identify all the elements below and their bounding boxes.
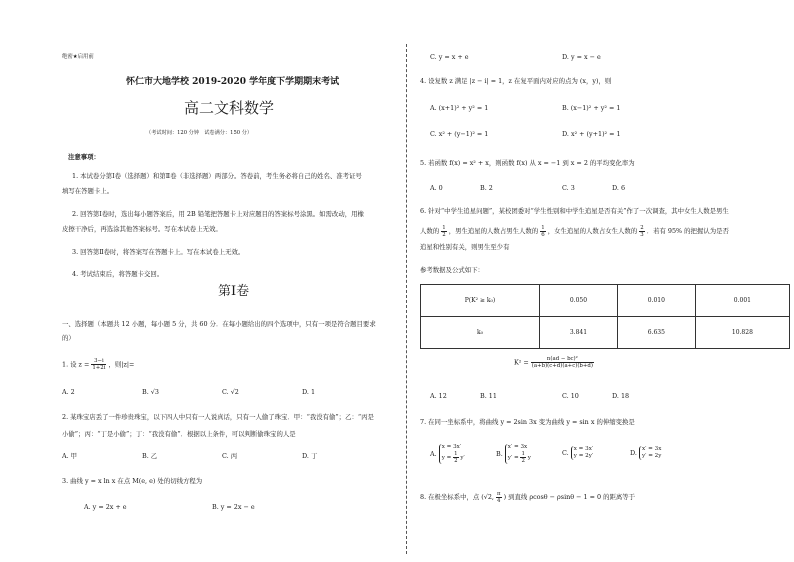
question-4-option: C. x² + (y−1)² = 1	[430, 130, 489, 138]
table-cell: 0.050	[540, 285, 618, 317]
question-6-text: 人数的	[420, 227, 440, 235]
question-6-stem: 追星和性别有关，则男生至少有	[420, 243, 510, 251]
half-fraction	[520, 451, 525, 464]
question-8-text: ) 到直线 ρcosθ − ρsinθ − 1 = 0 的距离等于	[503, 493, 636, 501]
section-intro: 的）	[62, 334, 75, 342]
fraction-denominator: 3	[640, 231, 644, 238]
question-7-option-a	[430, 444, 465, 464]
fraction-denominator: 6	[541, 231, 545, 238]
question-1-option: D. 1	[302, 388, 316, 396]
table-row	[421, 317, 790, 349]
question-6-option: A. 12	[430, 392, 447, 400]
option-label: A.	[430, 450, 437, 458]
fraction-denominator: 2	[454, 458, 458, 464]
note-line: 填写在答题卡上。	[62, 187, 114, 195]
question-6-option: B. 11	[480, 392, 497, 400]
question-2-option: A. 甲	[62, 452, 78, 460]
exam-info: （考试时间：120 分钟 试卷满分：150 分）	[146, 130, 253, 136]
fraction-denominator: 2	[521, 458, 525, 464]
half-fraction	[453, 451, 458, 464]
fraction-numerator: π	[497, 490, 501, 497]
fraction-numerator: 1	[541, 224, 545, 231]
question-4-stem: 4. 设复数 z 满足 |z − i| = 1，z 在复平面内对应的点为 (x，y)，则	[420, 77, 612, 85]
question-1-option: C. √2	[222, 388, 239, 396]
question-8-stem	[420, 490, 635, 504]
formula-fraction	[531, 356, 594, 369]
fraction-numerator: 1	[442, 224, 446, 231]
table-cell: 3.841	[540, 317, 618, 349]
fraction-denominator: 2	[442, 231, 446, 238]
table-row	[421, 285, 790, 317]
question-4-option: D. x² + (y+1)² = 1	[562, 130, 621, 138]
question-8-fraction	[496, 491, 502, 504]
question-2-option: B. 乙	[142, 452, 158, 460]
question-5-stem: 5. 若函数 f(x) = x² + x，则函数 f(x) 从 x = −1 到 x = 2 的平均变化率为	[420, 159, 635, 167]
table-cell: 6.635	[617, 317, 695, 349]
fraction-denominator: 4	[497, 497, 501, 504]
question-1-stem	[62, 358, 134, 371]
system-line: x = 3x′	[573, 446, 594, 452]
note-line: 皮擦干净后，再选涂其他答案标号。写在本试卷上无效。	[62, 225, 222, 233]
question-5-option: B. 2	[480, 184, 493, 192]
question-1-option: A. 2	[62, 388, 75, 396]
fraction-numerator: n(ad − bc)²	[531, 356, 594, 363]
question-2-option: D. 丁	[302, 452, 318, 460]
section-title: 第Ⅰ卷	[218, 284, 250, 299]
reference-title: 参考数据及公式如下：	[420, 266, 484, 274]
note-line: 4. 考试结束后，将答题卡交回。	[72, 270, 164, 278]
question-3-option: B. y = 2x − e	[212, 503, 255, 511]
question-5-option: D. 6	[612, 184, 626, 192]
formula-lhs: K² =	[514, 358, 529, 367]
question-7-option-c	[562, 446, 593, 460]
question-6-text: ，男生追星的人数占男生人数的	[448, 227, 539, 235]
system-line: x′ = 3x	[641, 446, 662, 452]
question-1-fraction	[91, 358, 106, 371]
system-line: x = 3x′	[441, 444, 462, 450]
question-1-stem-a: 1. 设 z =	[62, 360, 90, 369]
system-text: y′ =	[507, 455, 519, 461]
transform-system	[439, 444, 465, 464]
question-2-option: C. 丙	[222, 452, 238, 460]
fraction-numerator: 2	[640, 224, 644, 231]
question-2-stem: 小偷”；丙：“丁是小偷”；丁：“我没有偷”．根据以上条件，可以判断偷珠宝的人是	[62, 430, 296, 438]
fraction-denominator: (a+b)(c+d)(a+c)(b+d)	[531, 363, 593, 369]
system-line	[441, 451, 465, 464]
question-6-stem	[420, 224, 729, 238]
question-6-stem: 6. 针对“中学生追星问题”，某校团委对“学生性别和中学生追星是否有关”作了一次调查，其中女生人数是男生	[420, 207, 729, 215]
question-3-option: D. y = x − e	[562, 53, 601, 61]
question-2-stem: 2. 某珠宝店丢了一件珍贵珠宝，以下四人中只有一人说真话，只有一人偷了珠宝．甲：“我没有偷”；乙：“丙是	[62, 413, 374, 421]
table-cell: 0.001	[695, 285, 789, 317]
question-6-text: ．若有 95% 的把握认为是否	[646, 227, 729, 235]
left-column	[62, 0, 398, 562]
table-cell: k₀	[421, 317, 540, 349]
exam-title: 怀仁市大地学校 2019-2020 学年度下学期期末考试	[126, 77, 340, 87]
option-label: D.	[630, 449, 637, 457]
confidential-seal: 绝密★启用前	[62, 54, 94, 60]
question-3-option: C. y = x + e	[430, 53, 469, 61]
question-6-fraction	[639, 225, 644, 238]
table-cell: 10.828	[695, 317, 789, 349]
question-3-option: A. y = 2x + e	[84, 503, 127, 511]
option-label: B.	[496, 450, 503, 458]
option-label: C.	[562, 449, 569, 457]
question-5-option: C. 3	[562, 184, 575, 192]
question-6-fraction	[441, 225, 446, 238]
system-line: x′ = 3x	[507, 444, 528, 450]
column-divider	[406, 44, 407, 554]
question-5-option: A. 0	[430, 184, 443, 192]
fraction-denominator: 1+2i	[92, 365, 106, 371]
table-cell: P(K² ≥ k₀)	[421, 285, 540, 317]
question-6-option: D. 18	[612, 392, 630, 400]
system-text: y′	[460, 455, 465, 461]
note-line: 3. 回答第Ⅱ卷时，将答案写在答题卡上。写在本试卷上无效。	[72, 248, 245, 256]
question-6-text: ，女生追星的人数占女生人数的	[547, 227, 638, 235]
question-7-stem: 7. 在同一坐标系中，将曲线 y = 2sin 3x 变为曲线 y = sin x 的伸缩变换是	[420, 418, 635, 426]
question-4-option: A. (x+1)² + y² = 1	[430, 104, 489, 112]
system-text: y =	[441, 455, 452, 461]
section-intro: 一、选择题（本题共 12 小题，每小题 5 分，共 60 分．在每小题给出的四个选项中，只有一项是符合题目要求	[62, 320, 376, 328]
transform-system	[639, 446, 661, 460]
question-1-stem-b: ，则|z|=	[108, 360, 135, 369]
question-3-stem: 3. 曲线 y = x ln x 在点 M(e, e) 处的切线方程为	[62, 477, 203, 485]
system-line	[507, 451, 531, 464]
note-line: 2. 回答第Ⅰ卷时，选出每小题答案后，用 2B 铅笔把答题卡上对应题目的答案标号涂黑。如需改动，用橡	[72, 210, 364, 218]
fraction-numerator: 1	[454, 451, 458, 457]
system-line: y = 2y′	[573, 453, 594, 459]
table-cell: 0.010	[617, 285, 695, 317]
question-4-option: B. (x−1)² + y² = 1	[562, 104, 621, 112]
question-8-text: 8. 在极坐标系中，点 (√2,	[420, 493, 494, 501]
question-6-option: C. 10	[562, 392, 579, 400]
fraction-numerator: 1	[521, 451, 525, 457]
system-text: y	[527, 455, 531, 461]
notes-title: 注意事项：	[68, 153, 100, 161]
chi-square-formula	[514, 356, 594, 369]
subject-title: 高二文科数学	[184, 99, 275, 117]
question-7-option-d	[630, 446, 661, 460]
transform-system	[571, 446, 593, 460]
fraction-numerator: 3−i	[91, 358, 106, 365]
question-6-fraction	[540, 225, 545, 238]
transform-system	[505, 444, 531, 464]
question-1-option: B. √3	[142, 388, 159, 396]
question-7-option-b	[496, 444, 531, 464]
note-line: 1. 本试卷分第Ⅰ卷（选择题）和第Ⅱ卷（非选择题）两部分。答卷前，考生务必将自己的姓名、准考证号	[72, 172, 362, 180]
reference-table	[420, 284, 790, 349]
system-line: y′ = 2y	[641, 453, 662, 459]
